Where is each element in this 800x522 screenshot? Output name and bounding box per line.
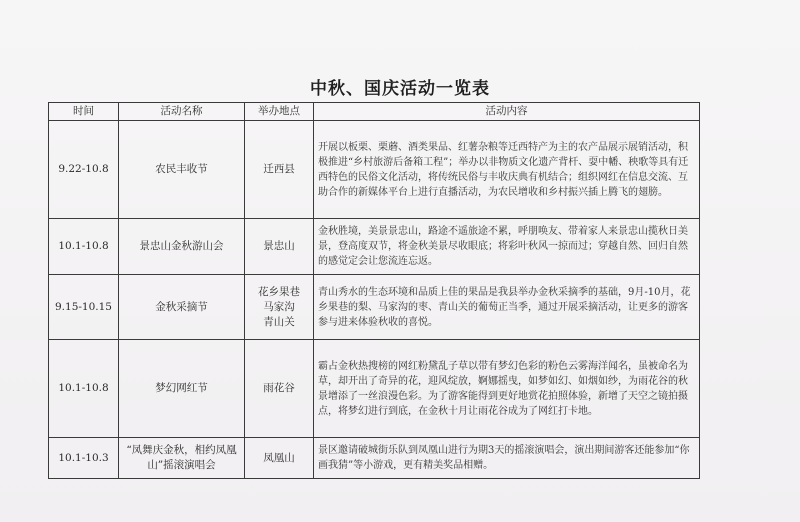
activity-table (48, 102, 700, 479)
cell-place (245, 219, 314, 275)
place-line: 青山关 (263, 315, 295, 328)
cell-place (245, 340, 314, 438)
cell-place (245, 438, 314, 479)
place-line: 景忠山 (263, 240, 295, 252)
cell-content: 霸占金秋热搜榜的网红粉黛乱子草以带有梦幻色彩的粉色云雾海洋闻名，虽被命名为草，却开出了奇异的花，迎风绽放，婀娜摇曳，如梦如幻、如烟如纱，为雨花谷的秋景增添了一丝浪漫色彩。为了游客能得到更好地赏花拍照体验，新增了天空之镜拍摄点，将梦幻进行到底，在金秋十月让雨花谷成为了网红打卡地。 (314, 340, 700, 438)
place-line: 迁西县 (263, 163, 295, 175)
document-title: 中秋、国庆活动一览表 (310, 79, 490, 99)
table-header-row (49, 103, 700, 121)
cell-time: 10.1-10.8 (49, 219, 119, 275)
place-line: 凤凰山 (263, 451, 295, 464)
column-header-place: 举办地点 (245, 103, 314, 121)
cell-time: 9.15-10.15 (49, 275, 119, 340)
cell-place (245, 121, 314, 219)
table-row (49, 275, 700, 340)
cell-content: 青山秀水的生态环境和品质上佳的果品是我县举办金秋采摘季的基础，9月-10月，花乡果巷的梨、马家沟的枣、青山关的葡萄正当季，通过开展采摘活动，让更多的游客参与进来体验秋收的喜悦。 (314, 275, 700, 340)
cell-content: 开展以板栗、栗蘑、酒类果品、红薯杂粮等迁西特产为主的农产品展示展销活动，积极推进“乡村旅游后备箱工程”；举办以非物质文化遗产背杆、耍中幡、秧歌等具有迁西特色的民俗文化活动，将传统民俗与丰收庆典有机结合；组织网红在信息交流、互助合作的新媒体平台上进行直播活动，为农民增收和乡村振兴插上腾飞的翅膀。 (314, 121, 700, 219)
table-row (49, 438, 700, 479)
place-line: 花乡果巷 (258, 285, 300, 298)
cell-name: “凤舞庆金秋，相约凤凰山”摇滚演唱会 (119, 438, 245, 479)
column-header-name: 活动名称 (119, 103, 245, 121)
cell-name: 金秋采摘节 (119, 275, 245, 340)
table-row (49, 219, 700, 275)
cell-time: 9.22-10.8 (49, 121, 119, 219)
cell-time: 10.1-10.3 (49, 438, 119, 479)
column-header-content: 活动内容 (314, 103, 700, 121)
cell-time: 10.1-10.8 (49, 340, 119, 438)
cell-place (245, 275, 314, 340)
cell-name: 梦幻网红节 (119, 340, 245, 438)
place-line: 雨花谷 (263, 382, 295, 394)
place-line: 马家沟 (263, 300, 295, 313)
column-header-time: 时间 (49, 103, 119, 121)
cell-content: 金秋胜境，美景景忠山，路途不遥旅途不累，呼朋唤友、带着家人来景忠山揽秋日美景，登高度双节，将金秋美景尽收眼底；将彩叶秋风一掠而过；穿越自然、回归自然的感觉定会让您流连忘返。 (314, 219, 700, 275)
table-row (49, 121, 700, 219)
cell-name: 景忠山金秋游山会 (119, 219, 245, 275)
cell-content: 景区邀请破城街乐队到凤凰山进行为期3天的摇滚演唱会，演出期间游客还能参加“你画我猜”等小游戏，更有精美奖品相赠。 (314, 438, 700, 479)
table-row (49, 340, 700, 438)
cell-name: 农民丰收节 (119, 121, 245, 219)
